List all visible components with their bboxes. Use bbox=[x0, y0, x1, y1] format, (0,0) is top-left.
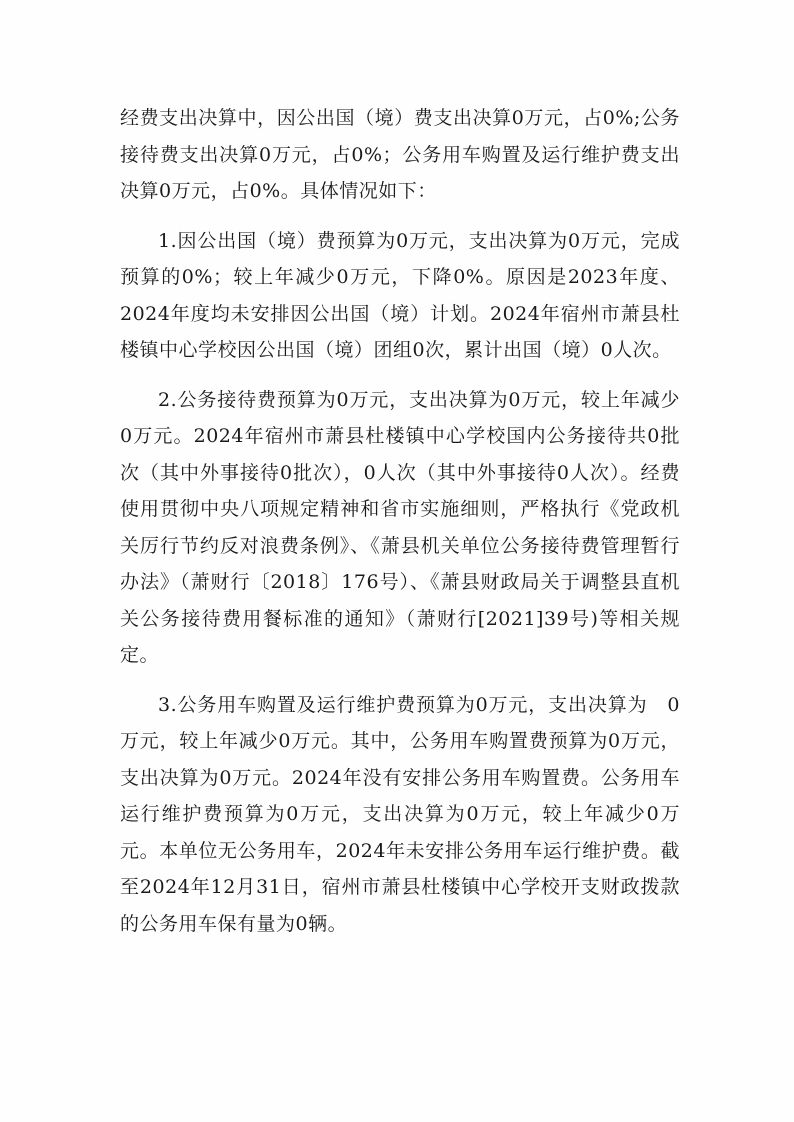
document-body bbox=[120, 100, 680, 955]
paragraph-reception: 2.公务接待费预算为0万元，支出决算为0万元，较上年减少0万元。2024年宿州市萧县杜楼镇中心学校国内公务接待共0批次（其中外事接待0批次），0人次（其中外事接待0人次）。经费使用贯彻中央八项规定精神和省市实施细则，严格执行《党政机关厉行节约反对浪费条例》、《萧县机关单位公务接待费管理暂行办法》（萧财行〔2018〕176号）、《萧县财政局关于调整县直机关公务接待费用餐标准的通知》（萧财行[2021]39号)等相关规定。 bbox=[120, 388, 680, 666]
paragraph-summary: 经费支出决算中，因公出国（境）费支出决算0万元，占0%;公务接待费支出决算0万元，占0%；公务用车购置及运行维护费支出决算0万元，占0%。具体情况如下： bbox=[120, 107, 680, 202]
paragraph-overseas-travel: 1.因公出国（境）费预算为0万元，支出决算为0万元，完成预算的0%；较上年减少0万元，下降0%。原因是2023年度、2024年度均未安排因公出国（境）计划。2024年宿州市萧县杜楼镇中心学校因公出国（境）团组0次，累计出国（境）0人次。 bbox=[120, 229, 680, 361]
paragraph-vehicles: 3.公务用车购置及运行维护费预算为0万元，支出决算为 0万元，较上年减少0万元。其中，公务用车购置费预算为0万元，支出决算为0万元。2024年没有安排公务用车购置费。公务用车运行维护费预算为0万元，支出决算为0万元，较上年减少0万元。本单位无公务用车，2024年未安排公务用车运行维护费。截至2024年12月31日，宿州市萧县杜楼镇中心学校开支财政拨款的公务用车保有量为0辆。 bbox=[120, 693, 680, 935]
